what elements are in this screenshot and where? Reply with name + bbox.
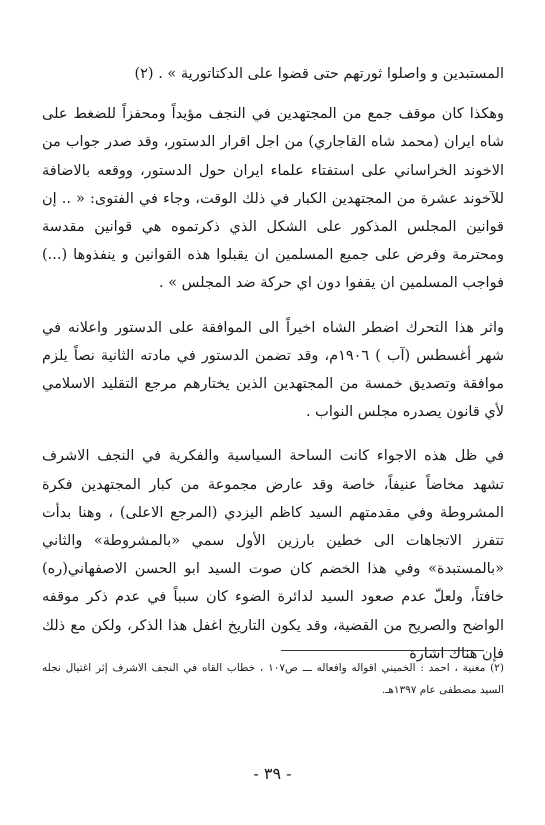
page-number: - ٣٩ - <box>253 764 292 783</box>
paragraph-1: وهكذا كان موقف جمع من المجتهدين في النجف مؤيداً ومحفزاً للضغط على شاه ايران (محمد شاه القاجاري) من اجل اقرار الدستور، وقد صدر جواب من الاخوند الخراساني على استفتاء علماء ايران حول الدستور، ووقعه بالاضافة للآخوند عشرة من المجتهدين الكبار في ذلك الوقت، وجاء في الفتوى: « .. إن قوانين المجلس المذكور على الشكل الذي ذكرتموه هي قوانين مقدسة ومحترمة وفرض على جميع المسلمين ان يقبلوا هذه القوانين و ينفذوها (...) فواجب المسلمين ان يقفوا دون اي حركة ضد المجلس » . <box>42 106 504 292</box>
footnote-divider <box>281 650 484 651</box>
paragraph-2: واثر هذا التحرك اضطر الشاه اخيراً الى الموافقة على الدستور واعلانه في شهر أغسطس (آب ) ١٩٠٦م، وقد تضمن الدستور في مادته الثانية نصاً يلزم موافقة وتصديق خمسة من المجتهدين الذين يختارهم مرجع التقليد الاسلامي لأي قانون يصدره مجلس النواب . <box>42 319 504 421</box>
footnote <box>42 657 504 701</box>
main-text <box>42 60 504 668</box>
footnote-text: (٢) مغنية ، احمد : الخميني اقواله وافعاله ـــ ص١٠٧ ، خطاب القاه في النجف الاشرف إثر اغتيال نجله السيد مصطفى عام ١٣٩٧هـ. <box>42 662 504 696</box>
paragraph-3: في ظل هذه الاجواء كانت الساحة السياسية والفكرية في النجف الاشرف تشهد مخاضاً عنيفاً، خاصة وقد عارض مجموعة من كبار المجتهدين فكرة المشروطة وفي مقدمتهم السيد كاظم اليزدي (المرجع الاعلى) ، وهنا بدأت تتفرز الاتجاهات الى خطين بارزين الأول سمي «بالمشروطة» والثاني «بالمستبدة» وفي هذا الخضم كان صوت السيد ابو الحسن الاصفهاني(ره) خافتاً، ولعلّ عدم صعود السيد لدائرة الضوء كان سبباً في عدم ذكر موقفه الواضح والصريح من القضية، وقد يكون التاريخ اغفل هذا الذكر، ولكن مع ذلك فإن هناك اشارة <box>42 448 504 662</box>
continued-line: المستبدين و واصلوا ثورتهم حتى قضوا على الدكتاتورية » . (٢) <box>134 66 504 82</box>
